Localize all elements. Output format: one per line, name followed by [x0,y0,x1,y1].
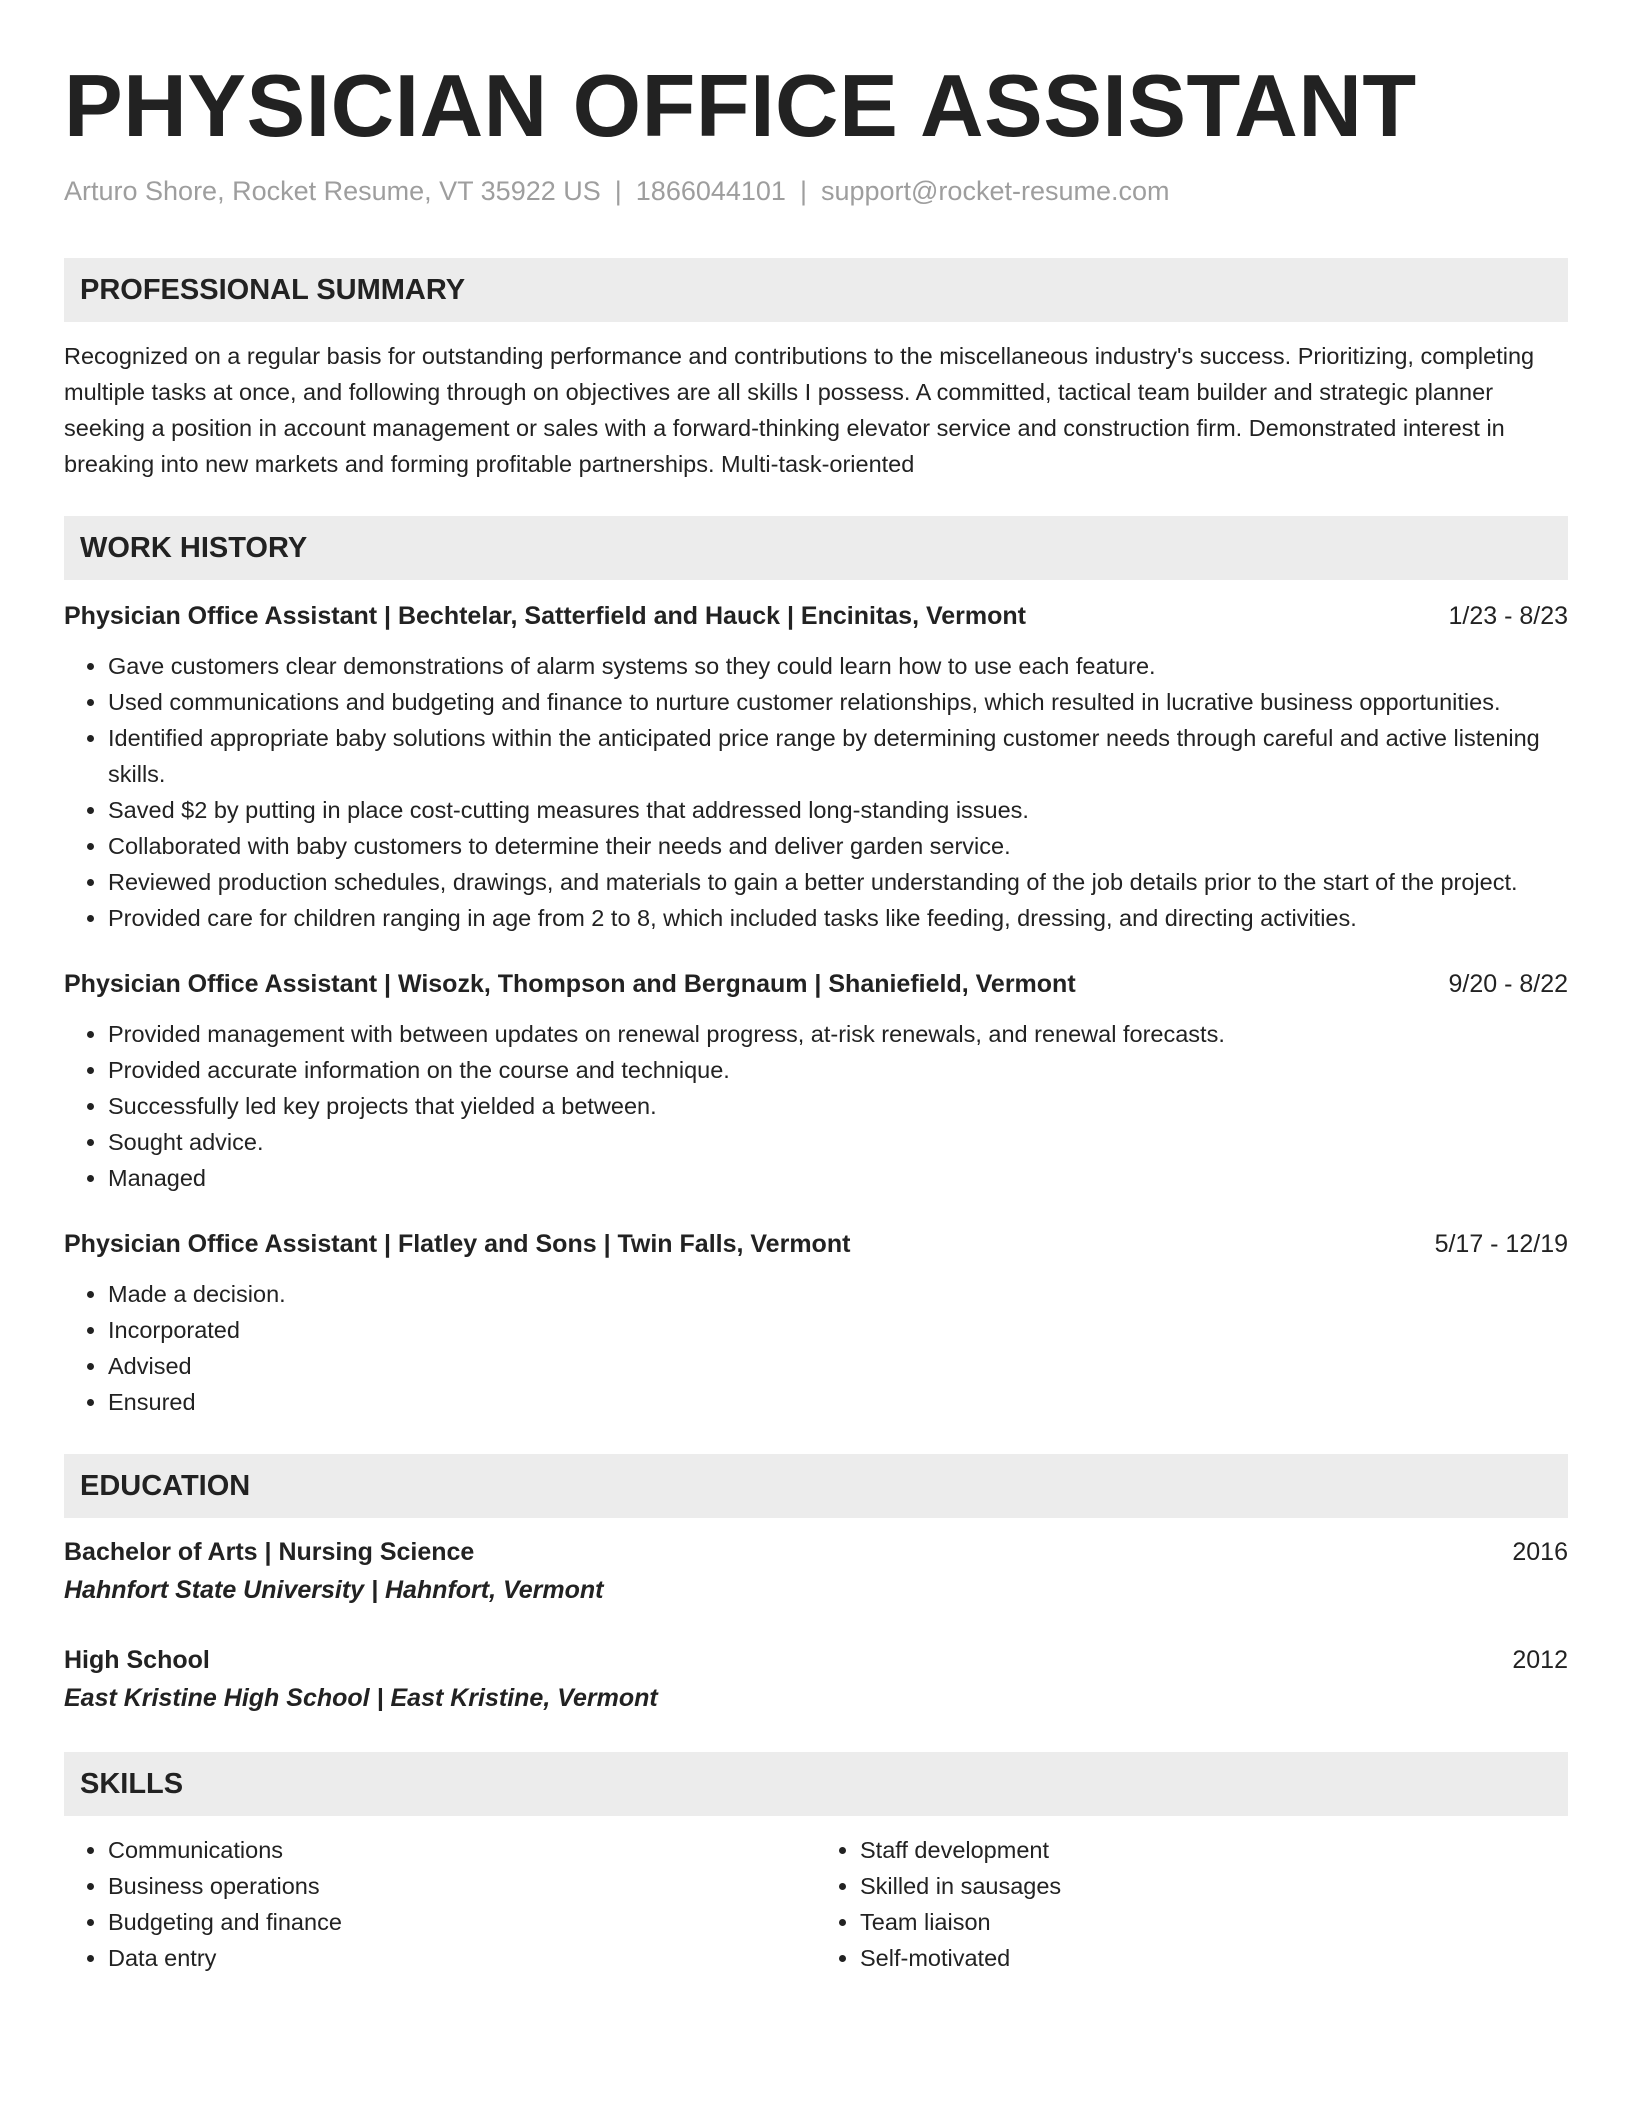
job-bullets [64,1016,1568,1196]
skill-item: • Skilled in sausages [860,1868,1568,1904]
contact-email[interactable]: support@rocket-resume.com [820,176,1170,206]
school-name: Hahnfort State University | Hahnfort, Vermont [64,1576,604,1604]
job-bullet: • Sought advice. [108,1124,1568,1160]
graduation-year: 2012 [1512,1646,1568,1674]
education-entry [64,1534,1568,1610]
job-bullet: • Managed [108,1160,1568,1196]
education-entry [64,1642,1568,1718]
job-entry [64,1226,1568,1420]
job-bullet: • Reviewed production schedules, drawings, and materials to gain a better understanding of the job details prior to the start of the project. [108,864,1568,900]
skills-column-right [816,1832,1568,1976]
job-title: Physician Office Assistant | Flatley and Sons | Twin Falls, Vermont [64,1230,851,1258]
skill-item: • Staff development [860,1832,1568,1868]
job-bullet: • Incorporated [108,1312,1568,1348]
job-dates: 5/17 - 12/19 [1434,1230,1568,1258]
job-entry [64,966,1568,1196]
job-heading [64,1226,1568,1262]
degree: Bachelor of Arts | Nursing Science [64,1538,475,1566]
job-bullet: • Successfully led key projects that yielded a between. [108,1088,1568,1124]
graduation-year: 2016 [1512,1538,1568,1566]
school-name: East Kristine High School | East Kristine, Vermont [64,1684,658,1712]
job-heading [64,966,1568,1002]
contact-line [64,174,1568,208]
job-bullets [64,648,1568,936]
job-bullet: • Provided care for children ranging in age from 2 to 8, which included tasks like feeding, dressing, and directing activities. [108,900,1568,936]
job-title: Physician Office Assistant | Wisozk, Thompson and Bergnaum | Shaniefield, Vermont [64,970,1076,998]
job-bullets [64,1276,1568,1420]
job-heading [64,598,1568,634]
job-bullet: • Saved $2 by putting in place cost-cutting measures that addressed long-standing issues. [108,792,1568,828]
job-bullet: • Identified appropriate baby solutions within the anticipated price range by determining customer needs through careful and active listening skills. [108,720,1568,792]
job-bullet: • Provided management with between updates on renewal progress, at-risk renewals, and renewal forecasts. [108,1016,1568,1052]
contact-separator: | [614,176,622,206]
candidate-title: PHYSICIAN OFFICE ASSISTANT [64,56,1417,155]
skill-item: • Team liaison [860,1904,1568,1940]
skill-item: • Self-motivated [860,1940,1568,1976]
job-bullet: • Advised [108,1348,1568,1384]
skill-item: • Communications [108,1832,816,1868]
skills-list [64,1832,1568,1976]
contact-phone: 1866044101 [635,176,786,206]
job-entry [64,598,1568,936]
job-dates: 1/23 - 8/23 [1448,602,1568,630]
education-heading [64,1642,1568,1678]
section-header-skills: SKILLS [64,1752,1568,1816]
job-title: Physician Office Assistant | Bechtelar, Satterfield and Hauck | Encinitas, Vermont [64,602,1026,630]
job-dates: 9/20 - 8/22 [1448,970,1568,998]
job-bullet: • Provided accurate information on the course and technique. [108,1052,1568,1088]
section-header-summary: PROFESSIONAL SUMMARY [64,258,1568,322]
skill-item: • Budgeting and finance [108,1904,816,1940]
contact-separator: | [799,176,807,206]
job-bullet: • Used communications and budgeting and finance to nurture customer relationships, which resulted in lucrative business opportunities. [108,684,1568,720]
professional-summary-text: Recognized on a regular basis for outstanding performance and contributions to the miscellaneous industry's success. Prioritizing, completing multiple tasks at once, and following through on objectives are all skills I possess. A committed, tactical team builder and strategic planner seeking a position in account management or sales with a forward-thinking elevator service and construction firm. Demonstrated interest in breaking into new markets and forming profitable partnerships. Multi-task-oriented [64,343,1535,477]
skill-item: • Data entry [108,1940,816,1976]
job-bullet: • Made a decision. [108,1276,1568,1312]
skills-column-left [64,1832,816,1976]
degree: High School [64,1646,210,1674]
section-header-work-history: WORK HISTORY [64,516,1568,580]
contact-address: Arturo Shore, Rocket Resume, VT 35922 US [64,176,601,206]
job-bullet: • Gave customers clear demonstrations of alarm systems so they could learn how to use each feature. [108,648,1568,684]
skill-item: • Business operations [108,1868,816,1904]
section-header-education: EDUCATION [64,1454,1568,1518]
education-heading [64,1534,1568,1570]
job-bullet: • Ensured [108,1384,1568,1420]
job-bullet: • Collaborated with baby customers to determine their needs and deliver garden service. [108,828,1568,864]
